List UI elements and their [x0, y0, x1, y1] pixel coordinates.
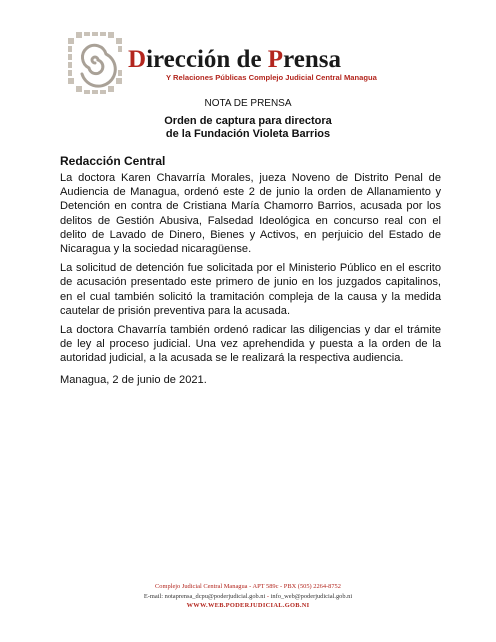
document-kicker: NOTA DE PRENSA: [204, 98, 292, 109]
brand-title: [128, 46, 341, 74]
headline-line-2: de la Fundación Violeta Barrios: [165, 128, 331, 140]
paragraph: La solicitud de detención fue solicitada por el Ministerio Público en el escrito de acusación presentado este primero de junio en los juzgados capitalinos, en el cual también solicitó la tramitación compleja de la causa y la medida cautelar de prisión preventiva para la acusada.: [60, 262, 441, 317]
paragraph: La doctora Karen Chavarría Morales, jueza Noveno de Distrito Penal de Audiencia de Managua, ordenó este 2 de junio la orden de Allanamiento y Detención en contra de Cristiana María Chamorro Barrios, acusada por los delitos de Gestión Abusiva, Falsedad Ideológica en concurso real con el delito de Lavado de Dinero, Bienes y Activos, en perjuicio del Estado de Nicaragua y la sociedad nicaragüense.: [60, 172, 441, 256]
spiral-seal-icon: [66, 30, 124, 100]
article-body: [60, 171, 441, 371]
byline: Redacción Central: [60, 154, 166, 168]
brand-subtitle: Y Relaciones Públicas Complejo Judicial Central Managua: [166, 73, 377, 82]
footer-address: Complejo Judicial Central Managua - APT 589c - PBX (505) 2264-8752: [155, 583, 341, 590]
brand-word-direccion: irección de: [146, 46, 268, 73]
email-label: E-mail:: [143, 592, 164, 600]
website-link[interactable]: WWW.WEB.PODERJUDICIAL.GOB.NI: [186, 602, 310, 609]
footer: [0, 582, 496, 611]
paragraph: La doctora Chavarría también ordenó radicar las diligencias y dar el trámite de ley al proceso judicial. Una vez aprehendida y puesta a la orden de la autoridad judicial, a la acusada se le realizará la respectiva audiencia.: [60, 324, 441, 365]
headline-line-1: Orden de captura para directora: [164, 115, 332, 127]
brand-initial-d: D: [128, 46, 147, 73]
email-separator: -: [266, 592, 270, 600]
dateline: Managua, 2 de junio de 2021.: [60, 374, 207, 386]
email-link-info[interactable]: info_web@poderjudicial.gob.ni: [270, 592, 353, 600]
brand-word-prensa: rensa: [283, 46, 341, 73]
footer-emails: [0, 592, 496, 602]
email-link-press[interactable]: notaprensa_dcpu@poderjudicial.gob.ni: [164, 592, 266, 600]
brand-initial-p: P: [267, 46, 284, 73]
headline: [0, 115, 496, 141]
